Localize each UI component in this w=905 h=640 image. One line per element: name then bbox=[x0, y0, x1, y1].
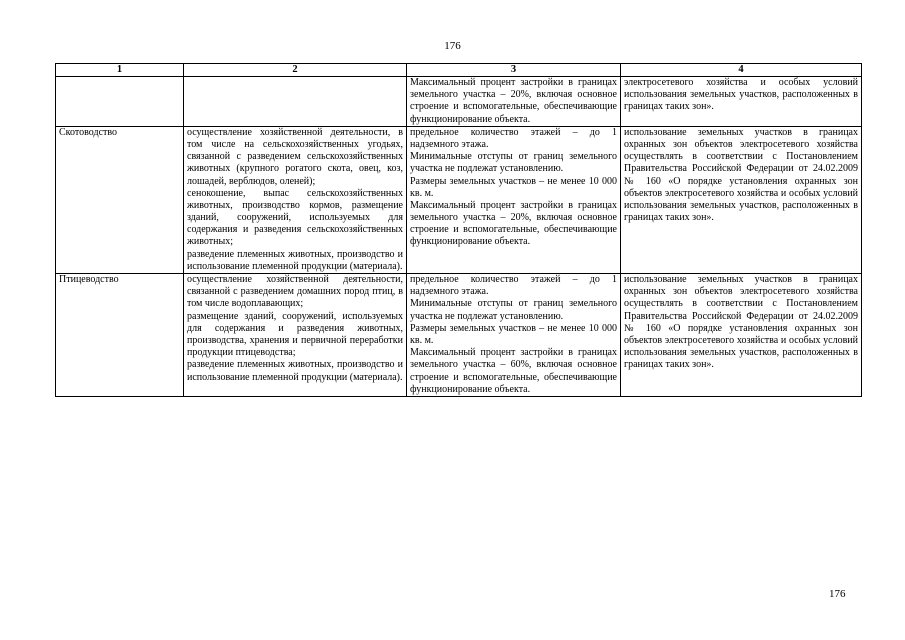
table-row bbox=[56, 274, 862, 397]
cell-paragraph: использование земельных участков в границах охранных зон объектов электросетевого хозяйства осуществлять в соответствии с Постановлением Правительства Российской Федерации от 24.02.2009 № 160 «О порядке установления охранных зон объектов электросетевого хозяйства и особых условий использования земельных участков, расположенных в границах таких зон». bbox=[624, 274, 858, 371]
cell-paragraph: Максимальный процент застройки в границах земельного участка – 20%, включая основное строение и вспомогательные, обеспечивающие функционирование объекта. bbox=[410, 77, 617, 125]
cell-paragraph: разведение племенных животных, производство и использование племенной продукции (материала). bbox=[187, 359, 403, 383]
column-header-2: 2 bbox=[184, 64, 407, 77]
table-body bbox=[56, 77, 862, 397]
cell-paragraph: предельное количество этажей – до 1 надземного этажа. bbox=[410, 274, 617, 298]
land-use-type-cell bbox=[56, 77, 184, 127]
description-cell bbox=[184, 274, 407, 397]
description-cell bbox=[184, 126, 407, 273]
regulations-table bbox=[55, 63, 862, 397]
cell-paragraph: Минимальные отступы от границ земельного участка не подлежат установлению. bbox=[410, 151, 617, 175]
cell-paragraph: электросетевого хозяйства и особых условий использования земельных участков, расположенных в границах таких зон». bbox=[624, 77, 858, 113]
page-number-top: 176 bbox=[444, 40, 461, 52]
cell-paragraph: Максимальный процент застройки в границах земельного участка – 60%, включая основное строение и вспомогательные, обеспечивающие функционирование объекта. bbox=[410, 347, 617, 395]
restrictions-cell bbox=[621, 274, 862, 397]
parameters-cell bbox=[407, 274, 621, 397]
cell-paragraph: Максимальный процент застройки в границах земельного участка – 20%, включая основное строение и вспомогательные, обеспечивающие функционирование объекта. bbox=[410, 199, 617, 248]
description-cell bbox=[184, 77, 407, 127]
cell-paragraph: осуществление хозяйственной деятельности, связанной с разведением домашних пород птиц, в том числе водоплавающих; bbox=[187, 274, 403, 310]
cell-paragraph: Размеры земельных участков – не менее 10 000 кв. м. bbox=[410, 175, 617, 199]
cell-paragraph: Минимальные отступы от границ земельного участка не подлежат установлению. bbox=[410, 298, 617, 322]
column-header-4: 4 bbox=[621, 64, 862, 77]
restrictions-cell bbox=[621, 77, 862, 127]
table-row bbox=[56, 77, 862, 127]
cell-paragraph: размещение зданий, сооружений, используемых для содержания и разведения животных, производства, хранения и первичной переработки продукции птицеводства; bbox=[187, 310, 403, 359]
cell-paragraph: использование земельных участков в границах охранных зон объектов электросетевого хозяйства осуществлять в соответствии с Постановлением Правительства Российской Федерации от 24.02.2009 № 160 «О порядке установления охранных зон объектов электросетевого хозяйства и особых условий использования земельных участков, расположенных в границах таких зон». bbox=[624, 126, 858, 224]
page-number-bottom: 176 bbox=[829, 588, 846, 600]
column-header-3: 3 bbox=[407, 64, 621, 77]
cell-paragraph: Размеры земельных участков – не менее 10 000 кв. м. bbox=[410, 322, 617, 346]
column-header-1: 1 bbox=[56, 64, 184, 77]
land-use-type-cell: Скотоводство bbox=[56, 126, 184, 273]
land-use-type-cell: Птицеводство bbox=[56, 274, 184, 397]
parameters-cell bbox=[407, 77, 621, 127]
cell-paragraph: предельное количество этажей – до 1 надземного этажа. bbox=[410, 126, 617, 150]
cell-paragraph: сенокошение, выпас сельскохозяйственных животных, производство кормов, размещение зданий, сооружений, используемых для содержания и разведения сельскохозяйственных животных; bbox=[187, 187, 403, 248]
table-row bbox=[56, 126, 862, 273]
parameters-cell bbox=[407, 126, 621, 273]
restrictions-cell bbox=[621, 126, 862, 273]
cell-paragraph: осуществление хозяйственной деятельности, в том числе на сельскохозяйственных угодьях, связанной с разведением сельскохозяйственных животных (крупного рогатого скота, овец, коз, лошадей, верблюдов, оленей); bbox=[187, 126, 403, 187]
table-header-row bbox=[56, 64, 862, 77]
cell-paragraph: разведение племенных животных, производство и использование племенной продукции (материала). bbox=[187, 248, 403, 272]
